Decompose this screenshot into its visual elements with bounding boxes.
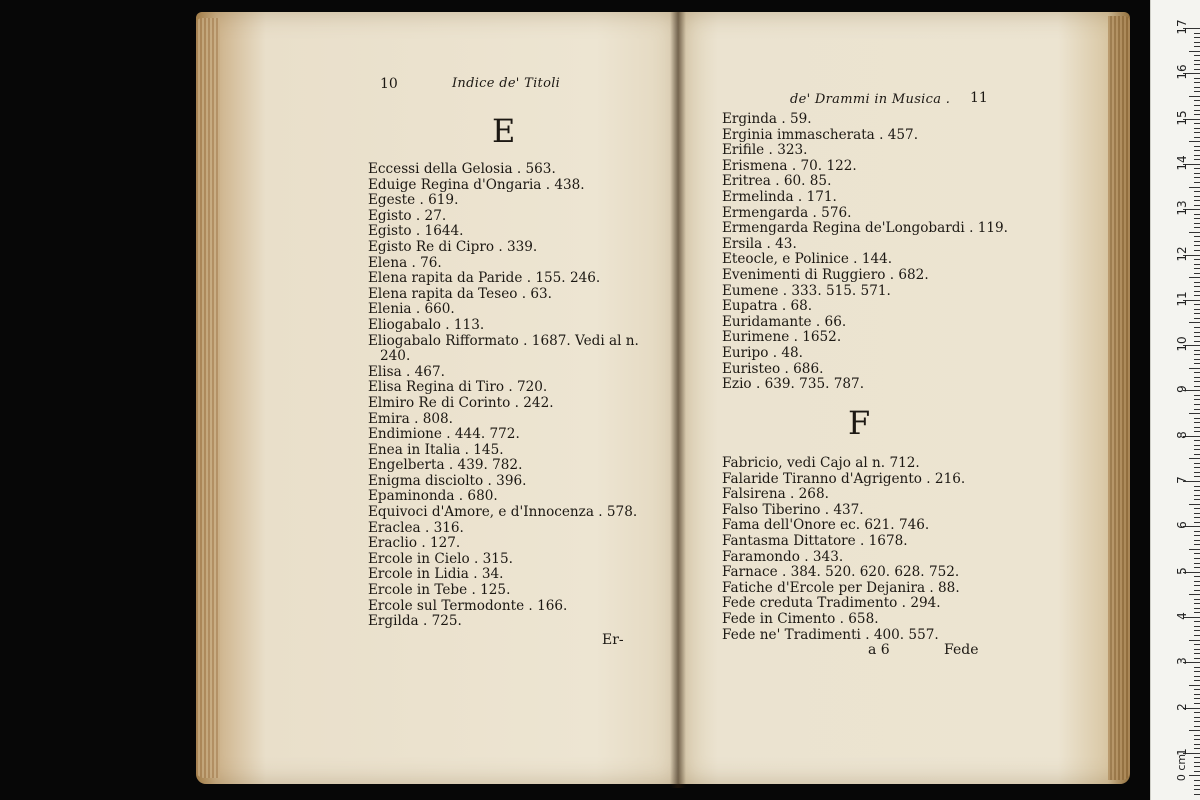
ruler-tick: [1194, 703, 1200, 704]
ruler-tick: [1194, 612, 1200, 613]
right-section-letter: F: [848, 404, 871, 442]
ruler-tick: [1194, 544, 1200, 545]
ruler-tick: [1194, 522, 1200, 523]
ruler-tick: [1194, 771, 1200, 772]
index-entry: Ezio . 639. 735. 787.: [722, 376, 865, 393]
ruler-tick: [1194, 649, 1200, 650]
ruler-tick: [1194, 780, 1200, 781]
ruler-tick: [1194, 128, 1200, 129]
index-entry: Enigma disciolto . 396.: [368, 472, 527, 489]
index-entry: Faramondo . 343.: [722, 548, 844, 565]
ruler-tick: [1189, 413, 1200, 414]
ruler-tick: [1194, 227, 1200, 228]
index-entry: Elena . 76.: [368, 254, 442, 271]
ruler-tick: [1194, 658, 1200, 659]
ruler-tick: [1194, 304, 1200, 305]
ruler-tick: [1194, 377, 1200, 378]
ruler-tick: [1194, 350, 1200, 351]
ruler-tick: [1194, 46, 1200, 47]
ruler-tick: [1189, 594, 1200, 595]
right-entry-list-f: [722, 456, 965, 643]
ruler-number: 13: [1175, 200, 1189, 216]
ruler-tick: [1194, 196, 1200, 197]
ruler-tick: [1194, 87, 1200, 88]
ruler-tick: [1194, 155, 1200, 156]
ruler-tick: [1194, 590, 1200, 591]
ruler-tick: [1194, 327, 1200, 328]
ruler-number: 8: [1175, 430, 1189, 439]
measuring-ruler: [1150, 0, 1200, 800]
ruler-tick: [1189, 775, 1200, 776]
ruler-tick: [1194, 132, 1200, 133]
index-entry: Egisto . 27.: [368, 207, 447, 224]
index-entry: Farnace . 384. 520. 620. 628. 752.: [722, 564, 960, 581]
ruler-tick: [1194, 91, 1200, 92]
ruler-tick: [1194, 717, 1200, 718]
ruler-tick: [1194, 404, 1200, 405]
index-entry: Elisa Regina di Tiro . 720.: [368, 379, 548, 396]
index-entry: Eteocle, e Polinice . 144.: [722, 251, 893, 268]
index-entry: Fede creduta Tradimento . 294.: [722, 595, 941, 612]
index-entry: Eccessi della Gelosia . 563.: [368, 161, 556, 177]
index-entry: Elena rapita da Teseo . 63.: [368, 285, 553, 302]
ruler-tick: [1194, 177, 1200, 178]
index-entry: Elenia . 660.: [368, 301, 455, 318]
ruler-tick: [1194, 513, 1200, 514]
ruler-tick: [1189, 458, 1200, 459]
index-entry: Emira . 808.: [368, 410, 453, 427]
index-entry: Elisa . 467.: [368, 363, 445, 380]
ruler-tick: [1194, 766, 1200, 767]
ruler-tick: [1194, 259, 1200, 260]
ruler-tick: [1194, 110, 1200, 111]
ruler-tick: [1189, 322, 1200, 323]
ruler-number: 14: [1175, 155, 1189, 171]
index-entry: Ergilda . 725.: [368, 613, 462, 630]
ruler-number: 9: [1175, 385, 1189, 394]
ruler-tick: [1194, 486, 1200, 487]
right-running-head: de' Drammi in Musica .: [790, 92, 951, 107]
ruler-tick: [1194, 191, 1200, 192]
index-entry: Ermengarda . 576.: [722, 204, 852, 221]
index-entry: Enea in Italia . 145.: [368, 441, 504, 458]
page-edges-right: [1108, 16, 1130, 780]
ruler-tick: [1194, 159, 1200, 160]
ruler-tick: [1194, 431, 1200, 432]
ruler-number: 11: [1175, 291, 1189, 307]
index-entry: Fabricio, vedi Cajo al n. 712.: [722, 455, 920, 471]
left-catchword: Er-: [602, 632, 624, 648]
ruler-tick: [1194, 676, 1200, 677]
ruler-tick: [1194, 490, 1200, 491]
signature-mark: a 6: [868, 642, 890, 658]
index-entry: Ermelinda . 171.: [722, 188, 837, 205]
index-entry: Fede in Cimento . 658.: [722, 610, 879, 627]
ruler-tick: [1194, 726, 1200, 727]
ruler-tick: [1194, 150, 1200, 151]
ruler-tick: [1194, 418, 1200, 419]
ruler-tick: [1189, 640, 1200, 641]
index-entry: Euripo . 48.: [722, 344, 803, 361]
ruler-tick: [1194, 635, 1200, 636]
ruler-tick: [1194, 100, 1200, 101]
ruler-tick: [1194, 60, 1200, 61]
ruler-tick: [1194, 372, 1200, 373]
ruler-tick: [1194, 105, 1200, 106]
index-entry: 240.: [380, 348, 411, 365]
ruler-tick: [1194, 785, 1200, 786]
ruler-tick: [1194, 37, 1200, 38]
left-folio: 10: [380, 76, 398, 92]
ruler-number: 3: [1175, 657, 1189, 666]
ruler-tick: [1194, 168, 1200, 169]
index-entry: Euristeo . 686.: [722, 360, 824, 377]
index-entry: Engelberta . 439. 782.: [368, 457, 523, 474]
index-entry: Eupatra . 68.: [722, 298, 813, 315]
left-section-letter: E: [492, 112, 516, 150]
ruler-tick: [1194, 694, 1200, 695]
index-entry: Ercole in Lidia . 34.: [368, 566, 504, 583]
ruler-tick: [1194, 508, 1200, 509]
ruler-tick: [1194, 748, 1200, 749]
ruler-tick: [1194, 476, 1200, 477]
ruler-number: 16: [1175, 64, 1189, 80]
ruler-number: 15: [1175, 109, 1189, 126]
ruler-tick: [1194, 395, 1200, 396]
ruler-tick: [1194, 236, 1200, 237]
ruler-tick: [1194, 721, 1200, 722]
ruler-tick: [1194, 581, 1200, 582]
ruler-tick: [1194, 273, 1200, 274]
left-running-head: Indice de' Titoli: [452, 76, 561, 91]
ruler-number: 17: [1175, 19, 1189, 35]
index-entry: Ercole sul Termodonte . 166.: [368, 597, 568, 614]
ruler-tick: [1194, 698, 1200, 699]
ruler-tick: [1189, 141, 1200, 142]
ruler-tick: [1194, 33, 1200, 34]
ruler-tick: [1194, 200, 1200, 201]
index-entry: Epaminonda . 680.: [368, 488, 498, 505]
right-entry-list-e: [722, 112, 1008, 393]
ruler-tick: [1194, 499, 1200, 500]
index-entry: Eritrea . 60. 85.: [722, 173, 832, 190]
ruler-tick: [1194, 531, 1200, 532]
ruler-tick: [1194, 55, 1200, 56]
ruler-tick: [1194, 563, 1200, 564]
index-entry: Egisto Re di Cipro . 339.: [368, 238, 538, 255]
index-entry: Elmiro Re di Corinto . 242.: [368, 394, 554, 411]
index-entry: Falso Tiberino . 437.: [722, 501, 864, 518]
index-entry: Ermengarda Regina de'Longobardi . 119.: [722, 220, 1008, 237]
right-catchword: Fede: [944, 642, 979, 658]
ruler-tick: [1194, 214, 1200, 215]
ruler-number: 4: [1175, 612, 1189, 620]
ruler-tick: [1194, 680, 1200, 681]
ruler-tick: [1194, 585, 1200, 586]
index-entry: Erginda . 59.: [722, 111, 812, 127]
ruler-tick: [1194, 671, 1200, 672]
ruler-tick: [1194, 291, 1200, 292]
ruler-tick: [1194, 689, 1200, 690]
index-entry: Fatiche d'Ercole per Dejanira . 88.: [722, 579, 960, 596]
ruler-tick: [1194, 449, 1200, 450]
index-entry: Euridamante . 66.: [722, 313, 847, 330]
ruler-tick: [1194, 137, 1200, 138]
ruler-tick: [1194, 739, 1200, 740]
ruler-tick: [1194, 341, 1200, 342]
ruler-tick: [1189, 685, 1200, 686]
ruler-tick: [1194, 146, 1200, 147]
ruler-tick: [1189, 187, 1200, 188]
ruler-tick: [1194, 309, 1200, 310]
ruler-number: 1: [1175, 747, 1189, 756]
ruler-tick: [1194, 123, 1200, 124]
ruler-tick: [1194, 567, 1200, 568]
ruler-tick: [1194, 218, 1200, 219]
ruler-tick: [1194, 495, 1200, 496]
left-entry-list: [368, 162, 639, 630]
ruler-tick: [1194, 553, 1200, 554]
index-entry: Fantasma Dittatore . 1678.: [722, 532, 908, 549]
ruler-tick: [1194, 264, 1200, 265]
ruler-tick: [1194, 245, 1200, 246]
index-entry: Fama dell'Onore ec. 621. 746.: [722, 517, 930, 534]
ruler-tick: [1194, 205, 1200, 206]
index-entry: Erifile . 323.: [722, 142, 808, 159]
ruler-tick: [1194, 381, 1200, 382]
ruler-tick: [1194, 295, 1200, 296]
book-spine: [670, 12, 686, 788]
ruler-tick: [1194, 78, 1200, 79]
ruler-tick: [1194, 359, 1200, 360]
ruler-tick: [1194, 409, 1200, 410]
ruler-number: 5: [1175, 566, 1189, 575]
ruler-tick: [1194, 630, 1200, 631]
index-entry: Endimione . 444. 772.: [368, 426, 520, 443]
ruler-tick: [1194, 535, 1200, 536]
ruler-tick: [1194, 336, 1200, 337]
ruler-tick: [1194, 286, 1200, 287]
ruler-tick: [1194, 182, 1200, 183]
ruler-tick: [1194, 354, 1200, 355]
ruler-tick: [1194, 667, 1200, 668]
index-entry: Eduige Regina d'Ongaria . 438.: [368, 176, 585, 193]
ruler-tick: [1194, 363, 1200, 364]
index-entry: Eurimene . 1652.: [722, 329, 842, 346]
ruler-tick: [1194, 114, 1200, 115]
ruler-tick: [1194, 540, 1200, 541]
ruler-tick: [1194, 268, 1200, 269]
index-entry: Egeste . 619.: [368, 192, 459, 209]
index-entry: Eraclio . 127.: [368, 535, 461, 552]
ruler-tick: [1194, 599, 1200, 600]
index-entry: Ercole in Tebe . 125.: [368, 582, 511, 599]
ruler-tick: [1194, 789, 1200, 790]
open-book: [196, 12, 1130, 792]
index-entry: Ersila . 43.: [722, 235, 797, 252]
ruler-tick: [1194, 517, 1200, 518]
index-entry: Eliogabalo . 113.: [368, 316, 485, 333]
ruler-tick: [1194, 427, 1200, 428]
ruler-tick: [1194, 463, 1200, 464]
page-edges-left: [196, 18, 220, 778]
ruler-number: 7: [1175, 476, 1189, 484]
ruler-tick: [1194, 757, 1200, 758]
ruler-number: 6: [1175, 521, 1189, 530]
ruler-tick: [1194, 576, 1200, 577]
index-entry: Elena rapita da Paride . 155. 246.: [368, 270, 601, 287]
index-entry: Falsirena . 268.: [722, 486, 829, 503]
ruler-tick: [1194, 558, 1200, 559]
ruler-tick: [1189, 549, 1200, 550]
ruler-tick: [1194, 399, 1200, 400]
ruler-tick: [1194, 313, 1200, 314]
ruler-tick: [1194, 69, 1200, 70]
ruler-tick: [1194, 603, 1200, 604]
ruler-tick: [1194, 467, 1200, 468]
ruler-tick: [1194, 173, 1200, 174]
index-entry: Eraclea . 316.: [368, 519, 464, 536]
ruler-tick: [1189, 504, 1200, 505]
index-entry: Erginia immascherata . 457.: [722, 126, 919, 143]
right-folio: 11: [970, 90, 988, 106]
index-entry: Equivoci d'Amore, e d'Innocenza . 578.: [368, 504, 638, 521]
index-entry: Fede ne' Tradimenti . 400. 557.: [722, 626, 939, 643]
ruler-tick: [1194, 712, 1200, 713]
ruler-tick: [1194, 794, 1200, 795]
ruler-tick: [1189, 277, 1200, 278]
ruler-number: 2: [1175, 702, 1189, 711]
ruler-tick: [1194, 82, 1200, 83]
ruler-tick: [1189, 96, 1200, 97]
ruler-tick: [1194, 250, 1200, 251]
ruler-tick: [1194, 454, 1200, 455]
ruler-tick: [1189, 232, 1200, 233]
ruler-tick: [1194, 735, 1200, 736]
ruler-tick: [1189, 730, 1200, 731]
right-page: [678, 12, 1130, 784]
ruler-tick: [1194, 241, 1200, 242]
ruler-tick: [1194, 332, 1200, 333]
ruler-tick: [1194, 422, 1200, 423]
index-entry: Erismena . 70. 122.: [722, 157, 857, 174]
ruler-tick: [1194, 282, 1200, 283]
index-entry: Falaride Tiranno d'Agrigento . 216.: [722, 470, 966, 487]
ruler-tick: [1194, 626, 1200, 627]
index-entry: Egisto . 1644.: [368, 223, 464, 240]
ruler-tick: [1194, 744, 1200, 745]
ruler-tick: [1189, 51, 1200, 52]
ruler-tick: [1194, 608, 1200, 609]
ruler-tick: [1194, 445, 1200, 446]
ruler-tick: [1194, 440, 1200, 441]
ruler-tick: [1194, 644, 1200, 645]
ruler-tick: [1194, 42, 1200, 43]
ruler-number: 10: [1175, 336, 1189, 352]
left-page: [196, 12, 680, 784]
ruler-tick: [1194, 318, 1200, 319]
ruler-tick: [1194, 64, 1200, 65]
index-entry: Ercole in Cielo . 315.: [368, 550, 513, 567]
ruler-unit-label: 0 cm: [1174, 753, 1188, 782]
index-entry: Evenimenti di Ruggiero . 682.: [722, 266, 929, 283]
index-entry: Eumene . 333. 515. 571.: [722, 282, 891, 299]
index-entry: Eliogabalo Rifformato . 1687. Vedi al n.: [368, 332, 639, 349]
ruler-number: 12: [1175, 245, 1189, 262]
ruler-tick: [1194, 223, 1200, 224]
ruler-tick: [1194, 653, 1200, 654]
ruler-tick: [1194, 386, 1200, 387]
ruler-tick: [1194, 472, 1200, 473]
ruler-tick: [1189, 368, 1200, 369]
ruler-tick: [1194, 762, 1200, 763]
ruler-tick: [1194, 621, 1200, 622]
